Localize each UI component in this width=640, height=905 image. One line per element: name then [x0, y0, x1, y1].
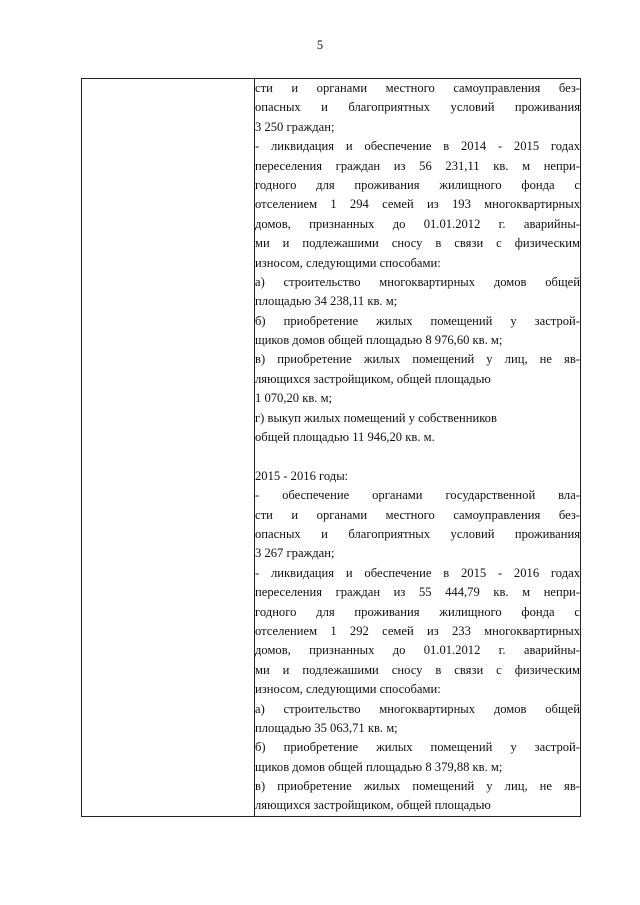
table-left-cell	[82, 79, 255, 817]
text-line: сти и органами местного самоуправления без-	[255, 81, 580, 95]
text-line: опасных и благоприятных условий проживания	[255, 100, 580, 115]
table-row	[82, 79, 581, 817]
text-line: отселением 1 294 семей из 193 многоквартирных	[255, 197, 580, 212]
text-line: переселения граждан из 55 444,79 кв. м непри-	[255, 585, 580, 600]
text-line: ляющихся застройщиком, общей площадью	[255, 798, 491, 813]
text-line: ми и подлежашими сносу в связи с физическим	[255, 662, 580, 677]
text-line: - ликвидация и обеспечение в 2014 - 2015 годах	[255, 139, 580, 154]
text-line: ми и подлежашими сносу в связи с физическим	[255, 236, 580, 251]
text-line: г) выкуп жилых помещений у собственников	[255, 410, 497, 425]
text-line: а) строительство многоквартирных домов общей	[255, 701, 580, 716]
text-line: - обеспечение органами государственной вла-	[255, 488, 580, 503]
page-number: 5	[316, 38, 324, 52]
text-line: годного для проживания жилищного фонда с	[255, 604, 580, 619]
text-line: опасных и благоприятных условий проживания	[255, 526, 580, 541]
blank-line	[255, 447, 580, 466]
text-line: годного для проживания жилищного фонда с	[255, 177, 580, 192]
text-line: щиков домов общей площадью 8 976,60 кв. м;	[255, 333, 503, 348]
text-line: площадью 34 238,11 кв. м;	[255, 294, 398, 309]
text-line: 3 250 граждан;	[255, 119, 335, 134]
text-line: площадью 35 063,71 кв. м;	[255, 720, 398, 735]
text-line: 1 070,20 кв. м;	[255, 391, 333, 406]
text-line: б) приобретение жилых помещений у застрой-	[255, 740, 580, 755]
text-line: домов, признанных до 01.01.2012 г. аварийны-	[255, 216, 580, 231]
text-line: домов, признанных до 01.01.2012 г. аварийны-	[255, 643, 580, 658]
document-table	[81, 78, 581, 817]
text-line: а) строительство многоквартирных домов общей	[255, 274, 580, 289]
text-line: отселением 1 292 семей из 233 многоквартирных	[255, 623, 580, 638]
text-line: в) приобретение жилых помещений у лиц, не яв-	[255, 779, 580, 794]
text-line: ляющихся застройщиком, общей площадью	[255, 371, 491, 386]
text-line: износом, следующими способами:	[255, 255, 441, 270]
table-right-cell	[255, 79, 581, 817]
text-line: 2015 - 2016 годы:	[255, 468, 349, 483]
text-line: сти и органами местного самоуправления без-	[255, 507, 580, 522]
text-line: 3 267 граждан;	[255, 546, 335, 561]
text-line: щиков домов общей площадью 8 379,88 кв. м;	[255, 759, 503, 774]
text-line: износом, следующими способами:	[255, 682, 441, 697]
right-cell-text	[255, 79, 580, 816]
text-line: переселения граждан из 56 231,11 кв. м непри-	[255, 158, 580, 173]
text-line: б) приобретение жилых помещений у застрой-	[255, 313, 580, 328]
text-line: в) приобретение жилых помещений у лиц, не яв-	[255, 352, 580, 367]
text-line: общей площадью 11 946,20 кв. м.	[255, 430, 435, 445]
text-line: - ликвидация и обеспечение в 2015 - 2016 годах	[255, 565, 580, 580]
